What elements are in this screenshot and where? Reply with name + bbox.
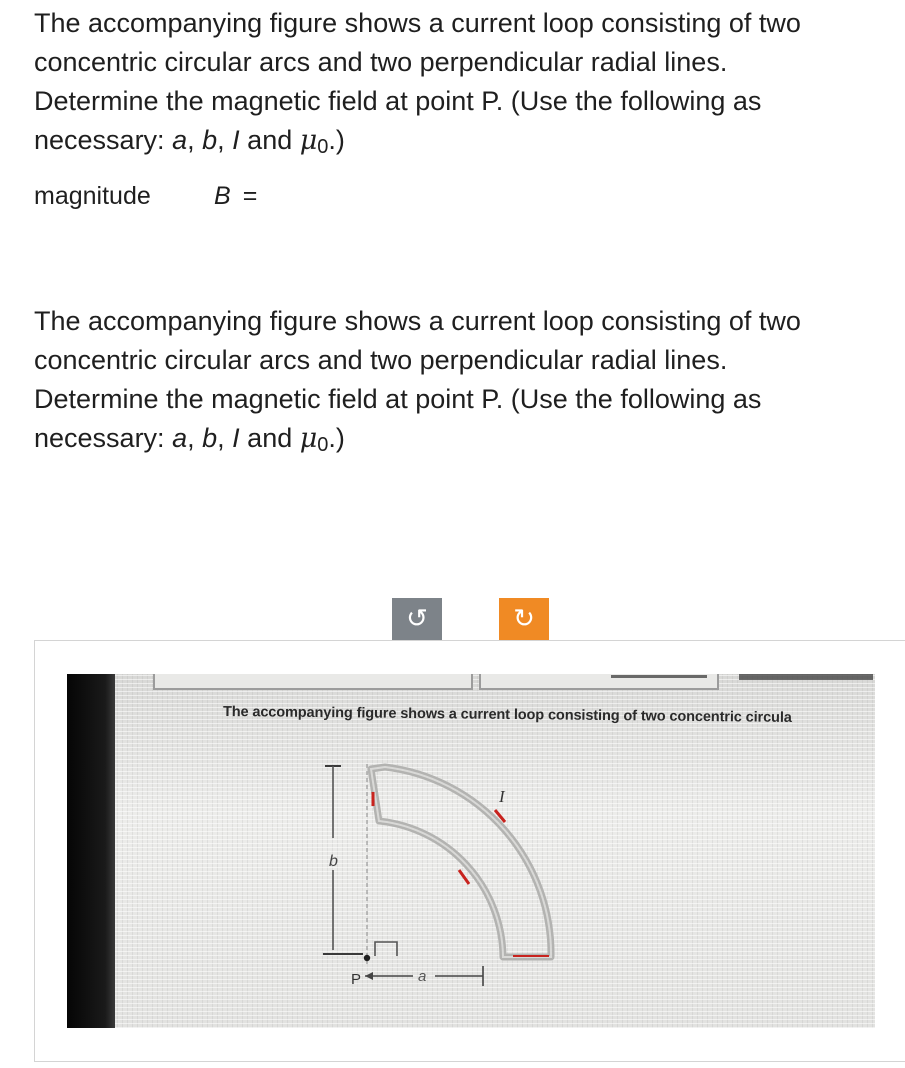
equals-sign: = [242,182,258,210]
question-text-1: The accompanying figure shows a current loop consisting of two concentric circular arcs and two perpendicular radial lines. Determine the magnetic field at point P. (Use the following as necessary: a, b, I and $\mu_0$.) [34,8,801,158]
point-p-dot [364,955,370,961]
q2-line-2: concentric circular arcs and two perpendicular radial lines. [34,345,728,375]
rotate-cw-icon: ↻ [513,604,535,634]
q1-mu-subscript: 0 [317,136,329,158]
q2-suffix: .) [328,423,345,453]
q1-and: and [239,125,300,155]
label-P: P [351,971,362,988]
q2-var-a: a [172,423,188,453]
label-a: a [418,968,427,985]
label-current-I: I [499,787,505,806]
q1-var-a: a [172,125,188,155]
rotate-ccw-icon: ↺ [406,604,428,634]
a-arrow-left [365,972,373,980]
q1-line-1: The accompanying figure shows a current loop consisting of two [34,8,801,38]
label-b: b [329,853,338,870]
q1-var-I: I [232,125,240,155]
answer-variable: B [214,182,231,210]
q2-mu-symbol: μ [299,423,318,454]
current-arrow [459,870,469,884]
q1-line-3: Determine the magnetic field at point P. (Use the following as [34,86,762,116]
q2-line-1: The accompanying figure shows a current loop consisting of two [34,306,801,336]
figure-photo [67,674,875,1028]
q2-var-I: I [232,423,240,453]
q2-mu-subscript: 0 [317,434,329,456]
q1-suffix: .) [328,125,345,155]
magnitude-label: magnitude [34,182,151,210]
rotate-right-button[interactable] [499,598,549,640]
right-angle-marker [375,942,397,956]
q1-mu-symbol: μ [299,125,318,156]
q1-var-b: b [202,125,218,155]
q2-var-b: b [202,423,218,453]
current-loop [371,767,551,957]
q1-line-4-prefix: necessary: [34,125,173,155]
q2-and: and [239,423,300,453]
answer-row [34,178,257,214]
q2-line-3: Determine the magnetic field at point P. (Use the following as [34,384,762,414]
figure-diagram [67,674,875,1028]
figure-caption: The accompanying figure shows a current loop consisting of two concentric circula [222,704,792,726]
q1-line-2: concentric circular arcs and two perpendicular radial lines. [34,47,728,77]
question-text-2: The accompanying figure shows a current loop consisting of two concentric circular arcs and two perpendicular radial lines. Determine the magnetic field at point P. (Use the following as necessary: a, b, I and $\mu_0$.) [34,306,801,456]
rotate-left-button[interactable] [392,598,442,640]
q2-line-4-prefix: necessary: [34,423,173,453]
